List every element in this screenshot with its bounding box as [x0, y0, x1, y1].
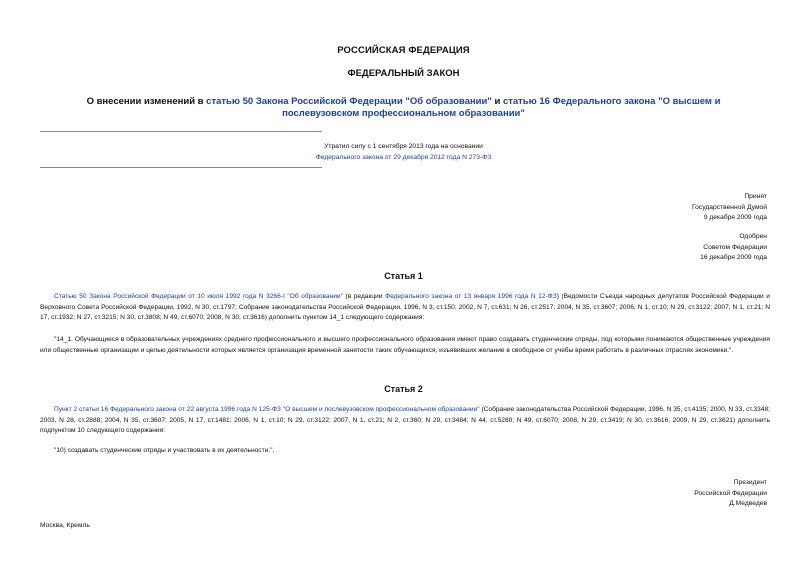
document-type-heading: ФЕДЕРАЛЬНЫЙ ЗАКОН	[347, 68, 460, 79]
adoption-accepted	[692, 192, 767, 224]
law-title-text: и	[491, 96, 503, 107]
article-1-text: ) (Ведомости Съезда народных депутатов Российской Федерации и Верховного Совета Российской Федерации, 1992, N 30, ст.1797; Собрание законодательства Российской Федерации, 1996, N 3, ст.150; 2002, N 7, ст.631; N 26, ст.2517; 2004, N 35, ст.3607; 2006, N 1, ст.10; N 29, ст.3122; 2007, N 1, ст.21; N 17, ст.1932; N 27, ст.3215; N 30, ст.3808; N 49, ст.6070; 2008, N 30, ст.3616) дополнить пунктом 14_1 следующего содержания:	[40, 293, 770, 321]
article-1-heading: Статья 1	[384, 271, 423, 281]
article-1-body	[40, 292, 770, 324]
document-state-heading: РОССИЙСКАЯ ФЕДЕРАЦИЯ	[337, 45, 470, 56]
adoption-line: Принят	[744, 193, 767, 200]
adoption-line: Советом Федерации	[703, 243, 767, 251]
adoption-line: 16 декабря 2009 года	[700, 254, 767, 261]
divider-bottom	[40, 167, 322, 168]
adoption-approved	[700, 232, 767, 264]
law-title	[50, 96, 757, 120]
divider-top	[40, 131, 322, 132]
signature-block	[694, 478, 767, 510]
law-title-link-article16[interactable]: статью 16 Федерального закона "О высшем и послевузовском профессиональном образовании"	[282, 96, 721, 119]
signature-line: Президент	[733, 479, 767, 486]
signature-line: Д.Медведев	[729, 500, 767, 507]
repeal-note: Утратил силу с 1 сентября 2013 года на основании	[324, 143, 483, 150]
law-title-text: О внесении изменений в	[86, 96, 207, 107]
article-2-link-law[interactable]: Пункт 2 статьи 16 Федерального закона от 22 августа 1996 года N 125-ФЗ "О высшем и послевузовском профессиональном образовании"	[54, 406, 480, 413]
article-1-link-law[interactable]: Статью 50 Закона Российской Федерации от 10 июля 1992 года N 3266-I "Об образовании"	[54, 293, 343, 300]
signature-line: Российской Федерации	[694, 489, 767, 497]
adoption-line: Государственной Думой	[692, 203, 767, 211]
signing-place: Москва, Кремль	[40, 522, 90, 529]
article-1-text: (в редакции	[342, 293, 386, 300]
article-2-quote: "10) создавать студенческие отряды и участвовать в их деятельности.".	[54, 447, 275, 454]
adoption-line: 9 декабря 2009 года	[703, 214, 767, 221]
article-2-body	[40, 405, 770, 437]
article-2-text: (Собрание законодательства Российской Федерации, 1996, N 35, ст.4135; 2000, N 33, ст.3348; 2003, N 28, ст.2888; 2004, N 35, ст.3607; 2005, N 17, ст.1481; 2006, N 1, ст.10; N 29, ст.3122; 2007, N 1, ст.21; N 2, ст.360; N 29, ст.3484; N 44, ст.5280; N 49, ст.6070; 2008, N 29, ст.3419; N 30, ст.3616; 2009, N 29, ст.3621) дополнить подпунктом 10 следующего содержания:	[40, 406, 770, 434]
article-2-heading: Статья 2	[384, 384, 423, 394]
article-1-link-amendment[interactable]: Федерального закона от 13 января 1996 года N 12-ФЗ	[385, 293, 557, 300]
adoption-line: Одобрен	[739, 233, 767, 240]
article-1-quote: "14_1. Обучающиеся в образовательных учреждениях среднего профессионального и высшего профессионального образования имеют право создавать студенческие отряды, под которыми понимаются общественные учреждения или общественные организации и целью деятельности которых является организация временной занятости таких обучающихся, изъявивших желание в свободное от учебы время работать в различных отраслях экономики.".	[40, 336, 770, 354]
repeal-note-link[interactable]: Федерального закона от 29 декабря 2012 года N 273-ФЗ	[315, 154, 492, 161]
law-title-link-article50[interactable]: статью 50 Закона Российской Федерации "Об образовании"	[206, 96, 492, 107]
